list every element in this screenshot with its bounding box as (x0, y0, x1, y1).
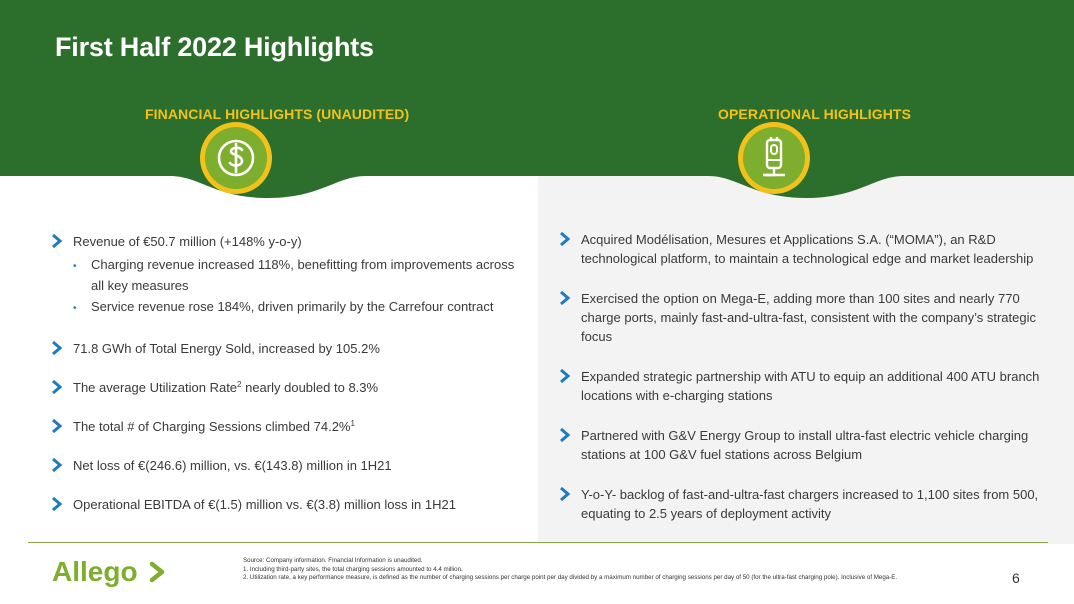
financial-heading: FINANCIAL HIGHLIGHTS (UNAUDITED) (145, 106, 410, 122)
operational-heading: OPERATIONAL HIGHLIGHTS (718, 106, 912, 122)
list-item (50, 417, 530, 436)
source-note: Source: Company information. Financial Information is unaudited. (243, 557, 423, 564)
list-item (50, 232, 530, 251)
dollar-coin-icon (198, 120, 274, 196)
list-item (50, 378, 530, 397)
chevron-right-icon (558, 231, 572, 247)
panel-notches (0, 160, 1074, 200)
footnote-1: 1. Including third-party sites, the total charging sessions amounted to 4.4 million. (243, 565, 463, 573)
financial-item-text: The total # of Charging Sessions climbed 74.2% (73, 419, 351, 434)
footnote-ref: 2 (237, 380, 242, 389)
chevron-right-icon (50, 379, 64, 395)
list-item (558, 426, 1058, 464)
chevron-right-icon (50, 233, 64, 249)
chevron-right-icon (50, 457, 64, 473)
footnote-2: 2. Utilization rate, a key performance measure, is defined as the number of charging sessions per charge point per day divided by a maximum number of charging sessions per day of 50 (for the ultra-fast charging pole). Inclusive of Mega-E. (243, 574, 898, 582)
sub-item-text: Service revenue rose 184%, driven primarily by the Carrefour contract (91, 299, 494, 314)
allego-logo (52, 554, 172, 590)
list-item (558, 485, 1058, 523)
list-item (558, 367, 1058, 405)
operational-item-text: Exercised the option on Mega-E, adding more than 100 sites and nearly 770 charge ports, mainly fast-and-ultra-fast, consistent with the company’s strategic focus (581, 291, 1036, 344)
financial-item-text: Net loss of €(246.6) million, vs. €(143.8) million in 1H21 (73, 458, 392, 473)
list-item (558, 230, 1058, 268)
logo-text: Allego (52, 556, 138, 587)
chevron-right-icon (50, 496, 64, 512)
operational-item-text: Partnered with G&V Energy Group to install ultra-fast electric vehicle charging stations at 100 G&V fuel stations across Belgium (581, 428, 1029, 462)
footer-divider (28, 542, 1048, 543)
financial-item-text: Operational EBITDA of €(1.5) million vs. €(3.8) million loss in 1H21 (73, 497, 456, 512)
chevron-right-icon (558, 427, 572, 443)
financial-list (50, 232, 530, 514)
chevron-right-icon (50, 340, 64, 356)
list-item (50, 339, 530, 358)
chevron-right-icon (558, 368, 572, 384)
operational-item-text: Expanded strategic partnership with ATU to equip an additional 400 ATU branch locations with e-charging stations (581, 369, 1040, 403)
financial-item-text: Revenue of €50.7 million (+148% y-o-y) (73, 234, 302, 249)
list-item (50, 456, 530, 475)
list-item (50, 495, 530, 514)
header-band (0, 0, 1074, 176)
sub-list-item: • Service revenue rose 184%, driven primarily by the Carrefour contract (73, 299, 494, 314)
operational-item-text: Y-o-Y- backlog of fast-and-ultra-fast chargers increased to 1,100 sites from 500, equating to 2.5 years of deployment activity (581, 487, 1039, 521)
chevron-right-icon (558, 486, 572, 502)
sub-list-item: • Charging revenue increased 118%, benefitting from improvements across all key measures (73, 257, 515, 293)
page-title: First Half 2022 Highlights (55, 32, 374, 62)
list-item (558, 289, 1058, 346)
page-number: 6 (1012, 570, 1020, 586)
footnote-ref: 1 (350, 419, 355, 428)
footnotes (243, 557, 1003, 583)
charging-plug-icon (736, 120, 812, 196)
chevron-right-icon (558, 290, 572, 306)
operational-list (558, 230, 1058, 523)
financial-item-text-cont: nearly doubled to 8.3% (241, 380, 379, 395)
chevron-right-icon (50, 418, 64, 434)
financial-item-text: 71.8 GWh of Total Energy Sold, increased by 105.2% (73, 341, 380, 356)
sub-item-text: Charging revenue increased 118%, benefitting from improvements across all key measures (91, 257, 515, 293)
financial-item-text: The average Utilization Rate (73, 380, 238, 395)
operational-item-text: Acquired Modélisation, Mesures et Applications S.A. (“MOMA”), an R&D technological platform, to maintain a technological edge and market leadership (581, 232, 1034, 266)
